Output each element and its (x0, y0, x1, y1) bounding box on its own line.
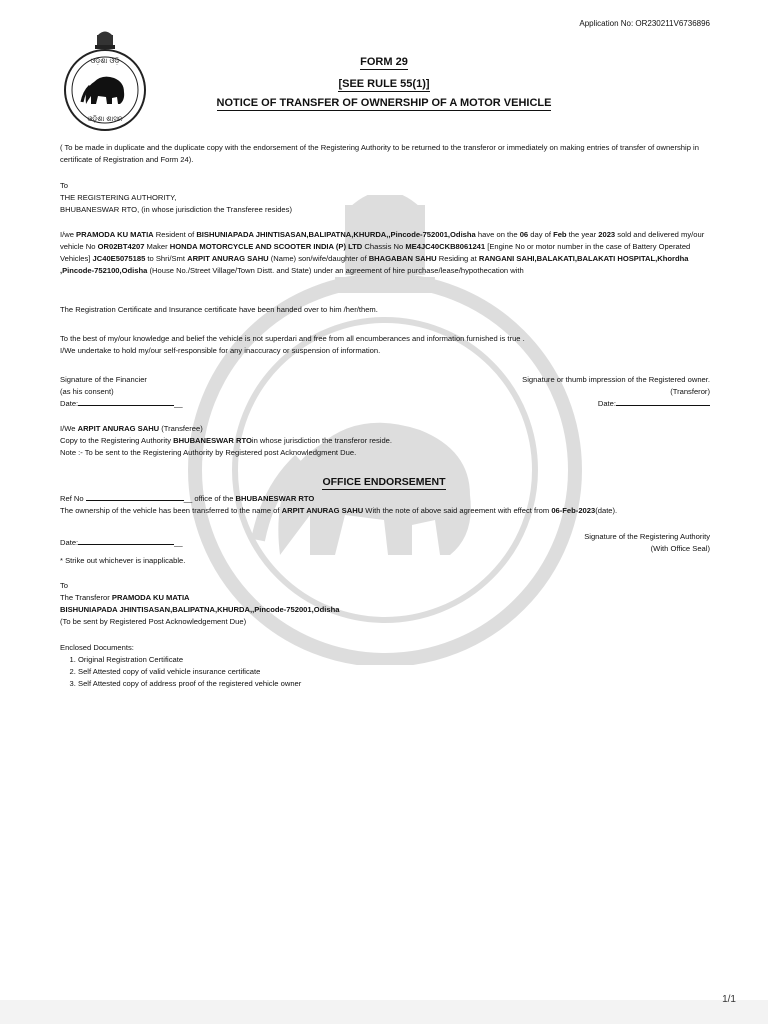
enclosed-list (60, 654, 712, 690)
post-note: (To be sent by Registered Post Acknowledgement Due) (60, 617, 247, 626)
transferor-name: PRAMODA KU MATIA (76, 230, 154, 239)
certificate-note: The Registration Certificate and Insurance certificate have been handed over to him /her/them. (60, 305, 378, 314)
enclosed-heading: Enclosed Documents: (60, 643, 134, 652)
rto-jurisdiction: BHUBANESWAR RTO, (in whose jurisdiction the Transferee resides) (60, 205, 292, 214)
svg-text:ଓଡ଼ିଶା ଓଡ଼ି: ଓଡ଼ିଶା ଓଡ଼ି (90, 57, 120, 65)
sale-month: Feb (553, 230, 567, 239)
transferor-full-address: BISHUNIAPADA JHINTISASAN,BALIPATNA,KHURDA,,Pincode-752001,Odisha (60, 605, 340, 614)
sale-day: 06 (519, 230, 529, 239)
form-title: NOTICE OF TRANSFER OF OWNERSHIP OF A MOTOR VEHICLE (216, 97, 552, 109)
chassis-number: ME4JC40CKB8061241 (405, 242, 486, 251)
to-label: To (60, 181, 69, 190)
to-block (60, 180, 712, 216)
strike-note: * Strike out whichever is inapplicable. (60, 556, 186, 565)
sale-year: 2023 (598, 230, 616, 239)
to-transferor-label: To (60, 581, 69, 590)
undertaking-line-2: I/We undertake to hold my/our self-responsible for any inaccuracy or suspension of information. (60, 346, 381, 355)
undertaking (60, 333, 712, 357)
declaration-paragraph: I/we PRAMODA KU MATIA Resident of BISHUNIAPADA JHINTISASAN,BALIPATNA,KHURDA,,Pincode-752001,Odisha have on the 06 day of Feb the year 2023 sold and delivered my/our vehicle No OR02BT4207 Maker HONDA MOTORCYCLE AND SCOOTER INDIA (P) LTD Chassis No ME4JC40CKB8061241 [Engine No or motor number in the case of Battery Operated Vehicles] JC40E5075185 to Shri/Smt ARPIT ANURAG SAHU (Name) son/wife/daughter of BHAGABAN SAHU Residing at RANGANI SAHI,BALAKATI,BALAKATI HOSPITAL,Khordha ,Pincode-752100,Odisha (House No./Street Village/Town Distt. and State) under an agreement of hire purchase/lease/hypothecation with (60, 230, 705, 275)
engine-number: JC40E5075185 (92, 254, 146, 263)
financier-consent: (as his consent) (60, 387, 114, 396)
office-endorsement-title: OFFICE ENDORSEMENT (322, 476, 446, 488)
list-item: 1. Original Registration Certificate (78, 654, 712, 666)
page-number: 1/1 (722, 994, 736, 1005)
list-item: 3. Self Attested copy of address proof of the registered vehicle owner (78, 678, 712, 690)
transferor-tag: (Transferor) (670, 387, 710, 396)
ref-number-line: Ref No __ office of the BHUBANESWAR RTO (60, 494, 315, 503)
office-seal-label: (With Office Seal) (650, 544, 710, 553)
transferor-address-block (60, 580, 712, 628)
form-number: FORM 29 (360, 56, 408, 68)
owner-signature-label: Signature or thumb impression of the Registered owner. (522, 375, 710, 384)
intro-paragraph: ( To be made in duplicate and the duplicate copy with the endorsement of the Registering Authority to be returned to the transferor or immediately on making entries of transfer of ownership in certificate of Registration and Form 24). (60, 143, 699, 164)
transferee-name: ARPIT ANURAG SAHU (187, 254, 269, 263)
vehicle-number: OR02BT4207 (97, 242, 145, 251)
authority-signature-label: Signature of the Registering Authority (584, 532, 710, 541)
parent-name: BHAGABAN SAHU (368, 254, 437, 263)
copy-to-line: Copy to the Registering Authority BHUBANESWAR RTOin whose jurisdiction the transferor reside. (60, 436, 393, 445)
vehicle-maker: HONDA MOTORCYCLE AND SCOOTER INDIA (P) LTD (169, 242, 363, 251)
transferee-block (60, 423, 712, 459)
page-footer-bar (0, 1000, 768, 1024)
ownership-transfer-line: The ownership of the vehicle has been transferred to the name of ARPIT ANURAG SAHU With the note of above said agreement with effect from 06-Feb-2023(date). (60, 506, 618, 515)
application-number: Application No: OR230211V6736896 (579, 19, 710, 28)
endorsement-date: Date: __ (60, 538, 183, 547)
undertaking-line-1: To the best of my/our knowledge and belief the vehicle is not superdari and free from all encumberances and information furnished is true . (60, 334, 525, 343)
transferee-address: RANGANI SAHI,BALAKATI,BALAKATI HOSPITAL,Khordha ,Pincode-752100,Odisha (60, 254, 689, 275)
financier-signature-label: Signature of the Financier (60, 375, 147, 384)
transferor-address: BISHUNIAPADA JHINTISASAN,BALIPATNA,KHURDA,,Pincode-752001,Odisha (196, 230, 476, 239)
form-rule: [SEE RULE 55(1)] (338, 78, 430, 90)
enclosed-documents (60, 642, 712, 690)
endorsement-body (60, 493, 712, 517)
owner-signature-block (522, 374, 710, 410)
list-item: 2. Self Attested copy of valid vehicle insurance certificate (78, 666, 712, 678)
transferor-name-line: The Transferor PRAMODA KU MATIA (60, 593, 190, 602)
financier-date: Date: __ (60, 399, 183, 408)
transferee-note: Note :- To be sent to the Registering Authority by Registered post Acknowledgment Due. (60, 448, 357, 457)
registering-authority: THE REGISTERING AUTHORITY, (60, 193, 177, 202)
owner-date: Date: (522, 398, 710, 410)
transferee-line: I/We ARPIT ANURAG SAHU (Transferee) (60, 424, 203, 433)
svg-text:ଓଡ଼ିଶା ଶାସନ: ଓଡ଼ିଶା ଶାସନ (87, 115, 123, 123)
